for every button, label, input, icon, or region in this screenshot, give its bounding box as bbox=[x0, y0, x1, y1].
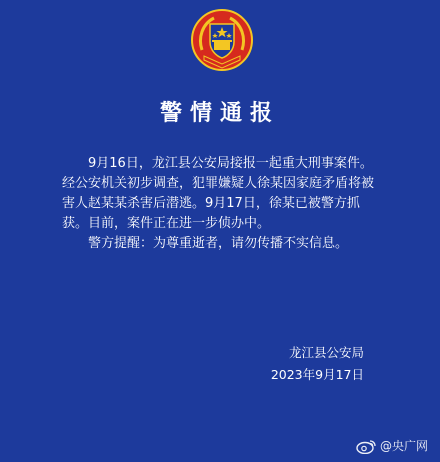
police-emblem-icon bbox=[190, 8, 254, 72]
notice-signature bbox=[271, 342, 364, 386]
notice-title: 警情通报 bbox=[159, 101, 280, 126]
issuer-name: 龙江县公安局 bbox=[288, 345, 364, 360]
watermark-text: @央广网 bbox=[379, 439, 428, 453]
weibo-icon bbox=[356, 438, 376, 454]
notice-body bbox=[62, 154, 382, 254]
source-watermark bbox=[356, 437, 428, 454]
notice-paragraph: 9月16日，龙江县公安局接报一起重大刑事案件。经公安机关初步调查，犯罪嫌疑人徐某因家庭矛盾将被害人赵某某杀害后潜逃。9月17日，徐某已被警方抓获。目前，案件正在进一步侦办中。 bbox=[62, 156, 375, 231]
notice-paragraph: 警方提醒：为尊重逝者，请勿传播不实信息。 bbox=[88, 236, 349, 251]
issue-date: 2023年9月17日 bbox=[270, 367, 364, 382]
